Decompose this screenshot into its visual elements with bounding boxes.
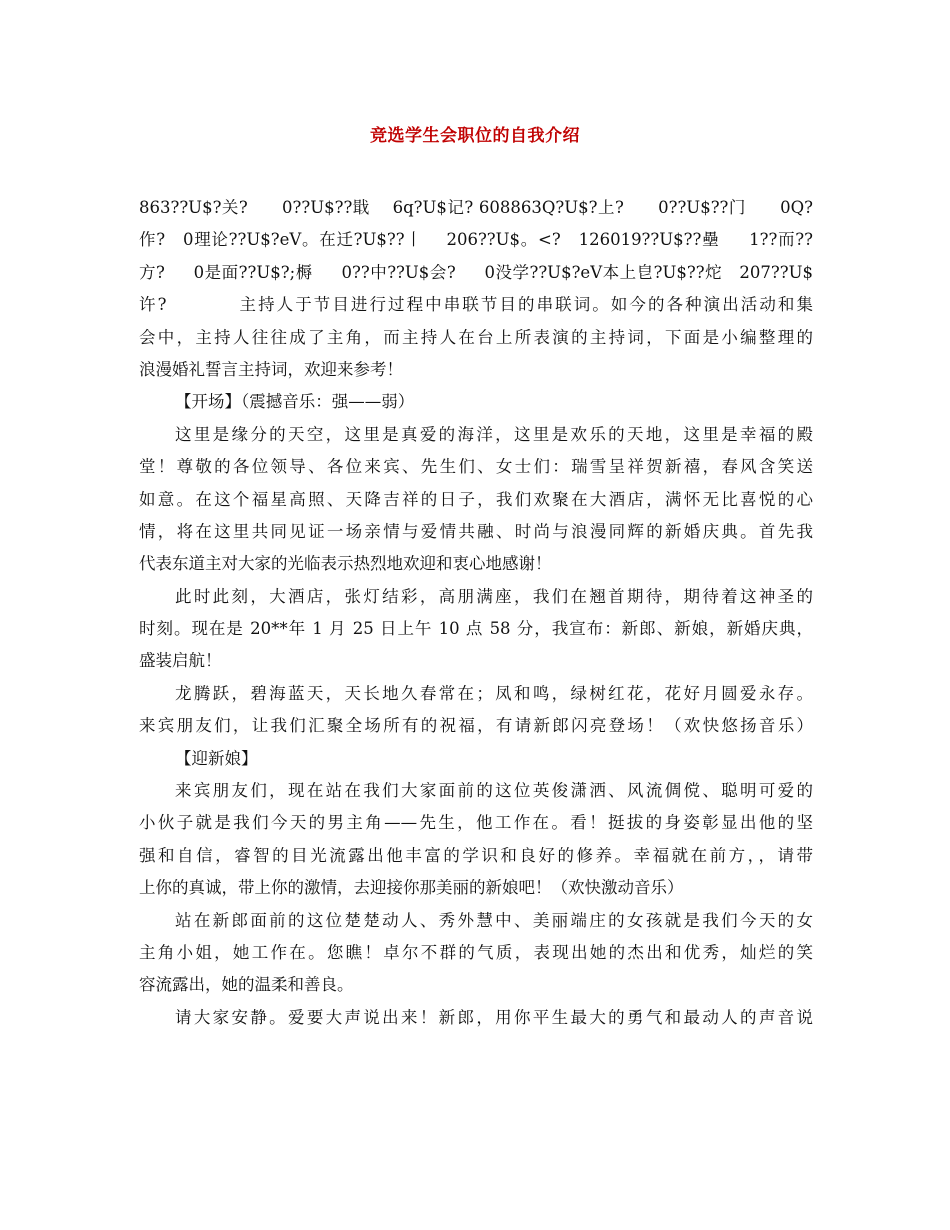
text-line: 【迎新娘】 xyxy=(175,748,258,768)
document-title: 竞选学生会职位的自我介绍 xyxy=(370,126,580,146)
text-line: 上你的真诚，带上你的激情，去迎接你那美丽的新娘吧！（欢快激动音乐） xyxy=(139,878,684,898)
text-line: 许? 主持人于节目进行过程中串联节目的串联词。如今的各种演出活动和集 xyxy=(139,295,813,315)
text-line: 【开场】（震撼音乐：强——弱） xyxy=(175,392,415,412)
text-line: 盛装启航！ xyxy=(139,651,222,671)
text-line: 这里是缘分的天空，这里是真爱的海洋，这里是欢乐的天地，这里是幸福的殿 xyxy=(175,424,813,444)
text-line: 会中，主持人往往成了主角，而主持人在台上所表演的主持词，下面是小编整理的 xyxy=(139,327,813,347)
text-line: 方? 0是面??U$?;槈 0??中??U$会? 0没学??U$?eV本上皀?U$??炨 207??U$ xyxy=(139,262,813,282)
text-line: 来宾朋友们，现在站在我们大家面前的这位英俊潇洒、风流倜傥、聪明可爱的 xyxy=(175,781,813,801)
text-line: 来宾朋友们，让我们汇聚全场所有的祝福，有请新郎闪亮登场！（欢快悠扬音乐） xyxy=(139,716,813,736)
text-line: 龙腾跃，碧海蓝天，天长地久春常在；凤和鸣，绿树红花，花好月圆爱永存。 xyxy=(175,683,813,703)
text-line: 如意。在这个福星高照、天降吉祥的日子，我们欢聚在大酒店，满怀无比喜悦的心 xyxy=(139,489,813,509)
text-line: 容流露出，她的温柔和善良。 xyxy=(139,975,354,995)
text-line: 小伙子就是我们今天的男主角——先生，他工作在。看！挺拔的身姿彰显出他的坚 xyxy=(139,813,813,833)
text-line: 请大家安静。爱要大声说出来！新郎，用你平生最大的勇气和最动人的声音说 xyxy=(175,1007,813,1027)
text-line: 作? 0理论??U$?eV。在迁?U$??丨 206??U$。<? 126019??U$??壘 1??而?? xyxy=(139,230,813,250)
text-line: 代表东道主对大家的光临表示热烈地欢迎和衷心地感谢！ xyxy=(139,554,552,574)
text-line: 强和自信，睿智的目光流露出他丰富的学识和良好的修养。幸福就在前方，，请带 xyxy=(139,845,813,865)
document-body xyxy=(139,192,813,1034)
text-line: 浪漫婚礼誓言主持词，欢迎来参考！ xyxy=(139,359,403,379)
text-line: 主角小姐，她工作在。您瞧！卓尔不群的气质，表现出她的杰出和优秀，灿烂的笑 xyxy=(139,942,813,962)
text-line: 站在新郎面前的这位楚楚动人、秀外慧中、美丽端庄的女孩就是我们今天的女 xyxy=(175,910,813,930)
text-line: 时刻。现在是 20**年 1 月 25 日上午 10 点 58 分，我宣布：新郎、新娘，新婚庆典， xyxy=(139,619,813,639)
text-line: 此时此刻，大酒店，张灯结彩，高朋满座，我们在翘首期待，期待着这神圣的 xyxy=(175,586,813,606)
text-line: 863??U$?关? 0??U$??戢 6q?U$记? 608863Q?U$?上? 0??U$??门 0Q? xyxy=(139,198,813,217)
text-line: 堂！尊敬的各位领导、各位来宾、先生们、女士们：瑞雪呈祥贺新禧，春风含笑送 xyxy=(139,457,813,477)
text-line: 情，将在这里共同见证一场亲情与爱情共融、时尚与浪漫同辉的新婚庆典。首先我 xyxy=(139,521,813,541)
